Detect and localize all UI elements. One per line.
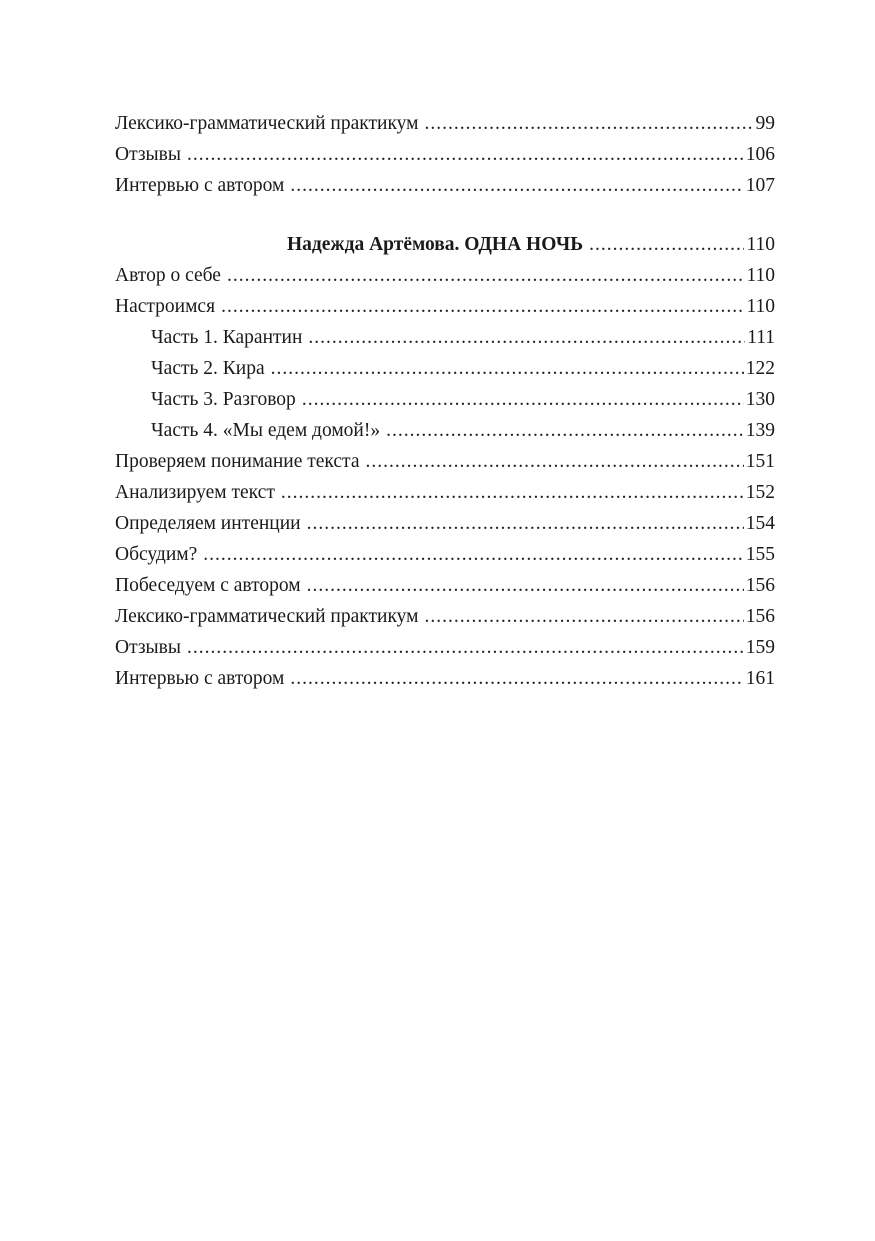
toc-leader-dots (365, 446, 743, 477)
toc-leader-dots (424, 601, 743, 632)
toc-subentry[interactable] (115, 384, 775, 415)
toc-entry-title: Автор о себе (115, 265, 221, 286)
toc-leader-dots (281, 477, 744, 508)
toc-entry-title: Проверяем понимание текста (115, 451, 360, 472)
toc-leader-dots (386, 415, 744, 446)
toc-section-heading[interactable] (115, 229, 775, 260)
toc-leader-dots (589, 229, 744, 260)
toc-entry-page: 99 (755, 113, 775, 134)
toc-entry-page: 107 (745, 175, 775, 196)
toc-subentry[interactable] (115, 322, 775, 353)
toc-entry-page: 156 (745, 606, 775, 627)
toc-leader-dots (307, 508, 744, 539)
toc-leader-dots (308, 322, 745, 353)
toc-entry-title: Часть 1. Карантин (151, 327, 303, 348)
toc-continuation (115, 108, 775, 201)
toc-leader-dots (187, 139, 744, 170)
toc-entry-page: 152 (745, 482, 775, 503)
toc-leader-dots (221, 291, 744, 322)
section-heading-title: Надежда Артёмова. ОДНА НОЧЬ (287, 234, 584, 255)
toc-entry-page: 161 (745, 668, 775, 689)
toc-entry-page: 154 (745, 513, 775, 534)
toc-entry-title: Лексико-грамматический практикум (115, 113, 419, 134)
toc-entry-title: Обсудим? (115, 544, 198, 565)
toc-entry-title: Часть 2. Кира (151, 358, 265, 379)
toc-leader-dots (187, 632, 744, 663)
toc-entry-title: Часть 3. Разговор (151, 389, 296, 410)
toc-entry-page: 111 (747, 327, 775, 348)
toc-entry[interactable] (115, 539, 775, 570)
toc-entry-title: Интервью с автором (115, 668, 285, 689)
toc-subentry[interactable] (115, 415, 775, 446)
toc-entry-title: Определяем интенции (115, 513, 301, 534)
toc-entry-page: 155 (745, 544, 775, 565)
toc-entry-page: 106 (745, 144, 775, 165)
toc-leader-dots (203, 539, 743, 570)
toc-entry[interactable] (115, 477, 775, 508)
toc-section (115, 229, 775, 694)
toc-leader-dots (424, 108, 753, 139)
toc-entry-title: Лексико-грамматический практикум (115, 606, 419, 627)
toc-entry[interactable] (115, 663, 775, 694)
toc-subentry[interactable] (115, 353, 775, 384)
toc-entry-page: 156 (745, 575, 775, 596)
toc-leader-dots (271, 353, 744, 384)
toc-entry-title: Настроимся (115, 296, 216, 317)
toc-entry[interactable] (115, 632, 775, 663)
toc-entry[interactable] (115, 260, 775, 291)
toc-entry-page: 110 (746, 296, 775, 317)
toc-entry-title: Интервью с автором (115, 175, 285, 196)
toc-entry[interactable] (115, 291, 775, 322)
toc-entry[interactable] (115, 601, 775, 632)
toc-entry[interactable] (115, 108, 775, 139)
toc-entry[interactable] (115, 139, 775, 170)
toc-entry-page: 139 (745, 420, 775, 441)
toc-entry-title: Отзывы (115, 637, 181, 658)
toc-entry-title: Анализируем текст (115, 482, 275, 503)
toc-leader-dots (302, 384, 744, 415)
section-heading-page: 110 (746, 234, 775, 255)
toc-entry-title: Отзывы (115, 144, 181, 165)
toc-entry-page: 159 (745, 637, 775, 658)
toc-entry[interactable] (115, 570, 775, 601)
toc-leader-dots (290, 663, 743, 694)
toc-entry-page: 122 (745, 358, 775, 379)
toc-entry-title: Часть 4. «Мы едем домой!» (151, 420, 381, 441)
toc-entry[interactable] (115, 446, 775, 477)
toc-leader-dots (290, 170, 743, 201)
toc-entry-title: Побеседуем с автором (115, 575, 301, 596)
toc-entry-page: 151 (745, 451, 775, 472)
toc-entry[interactable] (115, 170, 775, 201)
toc-entry[interactable] (115, 508, 775, 539)
toc-leader-dots (227, 260, 745, 291)
toc-entry-page: 110 (746, 265, 775, 286)
toc-leader-dots (307, 570, 744, 601)
toc-entry-page: 130 (745, 389, 775, 410)
